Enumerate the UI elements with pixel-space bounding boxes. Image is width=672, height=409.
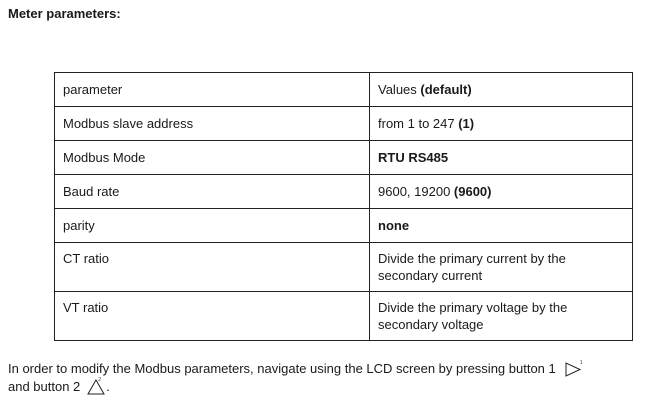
table-row xyxy=(55,209,633,243)
param-cell: parity xyxy=(55,209,370,243)
value-line-1: Divide the primary voltage by the xyxy=(378,300,568,315)
button-2-superscript: 2 xyxy=(98,377,102,383)
instruction-paragraph xyxy=(8,360,668,396)
value-cell xyxy=(370,175,633,209)
instruction-line-2 xyxy=(8,378,668,396)
value-text: from 1 to 247 xyxy=(378,116,459,131)
param-cell: VT ratio xyxy=(55,292,370,341)
up-triangle-icon xyxy=(86,378,106,396)
param-cell: Modbus Mode xyxy=(55,141,370,175)
play-triangle-icon xyxy=(564,361,584,378)
value-cell xyxy=(370,73,633,107)
instruction-end-period: . xyxy=(106,379,110,394)
param-cell: parameter xyxy=(55,73,370,107)
meter-parameters-table xyxy=(54,72,633,341)
value-bold: none xyxy=(378,218,410,233)
value-text: Values xyxy=(378,82,421,97)
value-cell xyxy=(370,209,633,243)
table-row xyxy=(55,292,633,341)
value-bold: (1) xyxy=(458,116,475,131)
value-cell xyxy=(370,292,633,341)
param-cell: Baud rate xyxy=(55,175,370,209)
table-row xyxy=(55,73,633,107)
instruction-text-2: and button 2 xyxy=(8,379,81,394)
value-cell xyxy=(370,107,633,141)
value-line-2: secondary current xyxy=(378,268,483,283)
value-cell xyxy=(370,243,633,292)
page-heading: Meter parameters: xyxy=(8,6,121,21)
button-1-superscript: 1 xyxy=(579,359,583,366)
value-bold: RTU RS485 xyxy=(378,150,449,165)
value-bold: (9600) xyxy=(453,184,492,199)
table-row xyxy=(55,107,633,141)
value-bold: (default) xyxy=(420,82,472,97)
instruction-text-1: In order to modify the Modbus parameters, navigate using the LCD screen by pressing button 1 xyxy=(8,361,556,376)
value-line-2: secondary voltage xyxy=(378,317,484,332)
param-cell: Modbus slave address xyxy=(55,107,370,141)
table-row xyxy=(55,141,633,175)
value-line-1: Divide the primary current by the xyxy=(378,251,566,266)
value-text: 9600, 19200 xyxy=(378,184,454,199)
value-cell xyxy=(370,141,633,175)
table-row xyxy=(55,175,633,209)
param-cell: CT ratio xyxy=(55,243,370,292)
instruction-line-1 xyxy=(8,360,668,378)
table-row xyxy=(55,243,633,292)
